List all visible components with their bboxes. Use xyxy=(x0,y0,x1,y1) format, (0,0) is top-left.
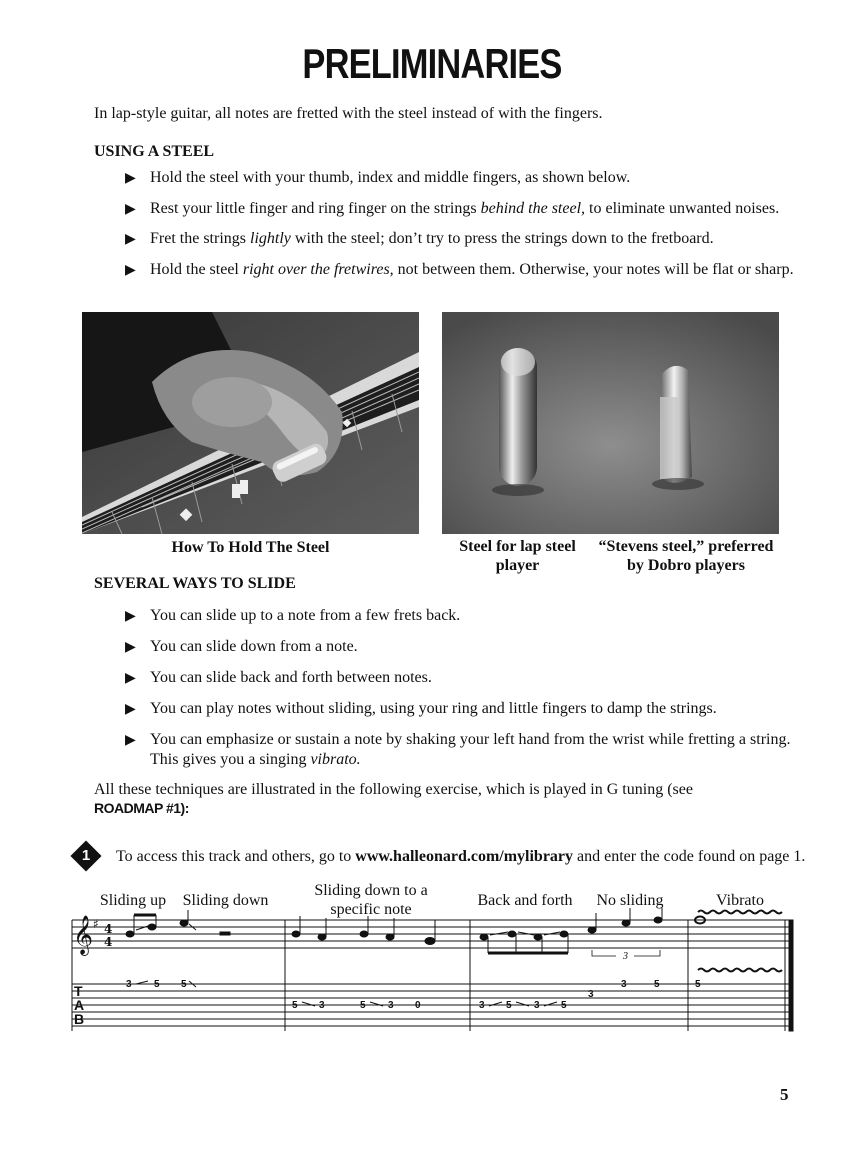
bullet-triangle-icon: ▶ xyxy=(125,640,136,655)
bullet-triangle-icon: ▶ xyxy=(125,202,136,217)
svg-text:4: 4 xyxy=(104,922,113,936)
track-access-text: To access this track and others, go to www.halleonard.com/mylibrary and enter the code found on page 1. xyxy=(116,848,806,865)
svg-text:4: 4 xyxy=(104,935,113,949)
svg-text:5: 5 xyxy=(181,979,187,990)
label-sliding-down: Sliding down xyxy=(182,892,269,909)
svg-text:5: 5 xyxy=(695,979,701,990)
list-item: ▶ You can play notes without sliding, using your ring and little fingers to damp the strings. xyxy=(125,699,805,719)
svg-text:5: 5 xyxy=(506,1000,512,1011)
tab-clef xyxy=(74,983,84,1027)
label-no-sliding: No sliding xyxy=(596,892,664,909)
note-heads xyxy=(126,908,705,953)
svg-text:B: B xyxy=(74,1011,85,1027)
list-item: ▶ Hold the steel with your thumb, index and middle fingers, as shown below. xyxy=(125,168,805,188)
list-item: ▶ You can slide back and forth between notes. xyxy=(125,668,805,688)
svg-text:3: 3 xyxy=(126,979,132,990)
svg-text:3: 3 xyxy=(588,989,594,1000)
bullet-triangle-icon: ▶ xyxy=(125,171,136,186)
caption-left: How To Hold The Steel xyxy=(171,539,330,556)
bullet-triangle-icon: ▶ xyxy=(125,671,136,686)
label-back-and-forth: Back and forth xyxy=(477,892,573,909)
section-heading-ways-to-slide: SEVERAL WAYS TO SLIDE xyxy=(94,575,296,592)
label-vibrato: Vibrato xyxy=(716,892,764,909)
photo-hand-holding-steel xyxy=(82,312,419,534)
list-item: ▶ You can slide up to a note from a few frets back. xyxy=(125,606,805,626)
vibrato-icon xyxy=(698,911,782,914)
svg-text:5: 5 xyxy=(292,1000,298,1011)
label-sliding-up: Sliding up xyxy=(99,892,167,909)
track-number: 1 xyxy=(81,847,91,864)
svg-text:3: 3 xyxy=(621,979,627,990)
tab-slide-marks xyxy=(136,981,557,1006)
svg-text:5: 5 xyxy=(154,979,160,990)
time-signature-icon xyxy=(104,922,112,949)
svg-text:T: T xyxy=(74,983,83,999)
list-item: ▶ Rest your little finger and ring finger on the strings behind the steel, to eliminate unwanted noises. xyxy=(125,199,805,219)
bullet-triangle-icon: ▶ xyxy=(125,609,136,624)
section-heading-using-steel: USING A STEEL xyxy=(94,143,215,160)
exercise-intro: All these techniques are illustrated in the following exercise, which is played in G tuning (see xyxy=(94,781,693,798)
roadmap-reference: ROADMAP #1): xyxy=(94,800,189,816)
bullet-triangle-icon: ▶ xyxy=(125,733,136,748)
list-item: ▶ You can emphasize or sustain a note by shaking your left hand from the wrist while fretting a string. This gives you a singing vibrato. xyxy=(125,731,791,768)
svg-text:A: A xyxy=(74,997,85,1013)
list-item: ▶ You can slide down from a note. xyxy=(125,637,805,657)
bullet-triangle-icon: ▶ xyxy=(125,232,136,247)
vibrato-icon xyxy=(698,969,782,972)
slide-marks xyxy=(136,924,560,935)
caption-right: “Stevens steel,” preferred by Dobro players xyxy=(598,538,774,574)
list-item: ▶ Fret the strings lightly with the steel; don’t try to press the strings down to the fretboard. xyxy=(125,229,805,249)
track-badge xyxy=(72,842,100,870)
notation-tab-diagram xyxy=(60,908,800,1038)
triplet-mark: 3 xyxy=(623,951,628,962)
sharp-icon: ♯ xyxy=(93,917,99,931)
page-title: PRELIMINARIES xyxy=(302,40,562,87)
svg-text:5: 5 xyxy=(561,1000,567,1011)
photo-two-steels xyxy=(442,312,779,534)
treble-clef-icon: 𝄞 xyxy=(73,915,94,955)
svg-text:3: 3 xyxy=(388,1000,394,1011)
label-sliding-to-specific-note: Sliding down to a specific note xyxy=(314,882,428,918)
barlines xyxy=(72,920,793,1031)
intro-text: In lap-style guitar, all notes are fretted with the steel instead of with the fingers. xyxy=(94,105,603,122)
library-link[interactable]: www.halleonard.com/mylibrary xyxy=(355,848,574,865)
bullet-triangle-icon: ▶ xyxy=(125,263,136,278)
caption-middle: Steel for lap steel player xyxy=(459,538,576,574)
svg-text:3: 3 xyxy=(479,1000,485,1011)
tab-lines xyxy=(72,984,792,1026)
svg-text:3: 3 xyxy=(319,1000,325,1011)
bullet-triangle-icon: ▶ xyxy=(125,702,136,717)
svg-text:0: 0 xyxy=(415,1000,421,1011)
svg-text:5: 5 xyxy=(654,979,660,990)
svg-text:5: 5 xyxy=(360,1000,366,1011)
svg-text:3: 3 xyxy=(534,1000,540,1011)
list-item: ▶ Hold the steel right over the fretwires, not between them. Otherwise, your notes will be flat or sharp. xyxy=(125,260,805,280)
page-number: 5 xyxy=(780,1085,789,1104)
